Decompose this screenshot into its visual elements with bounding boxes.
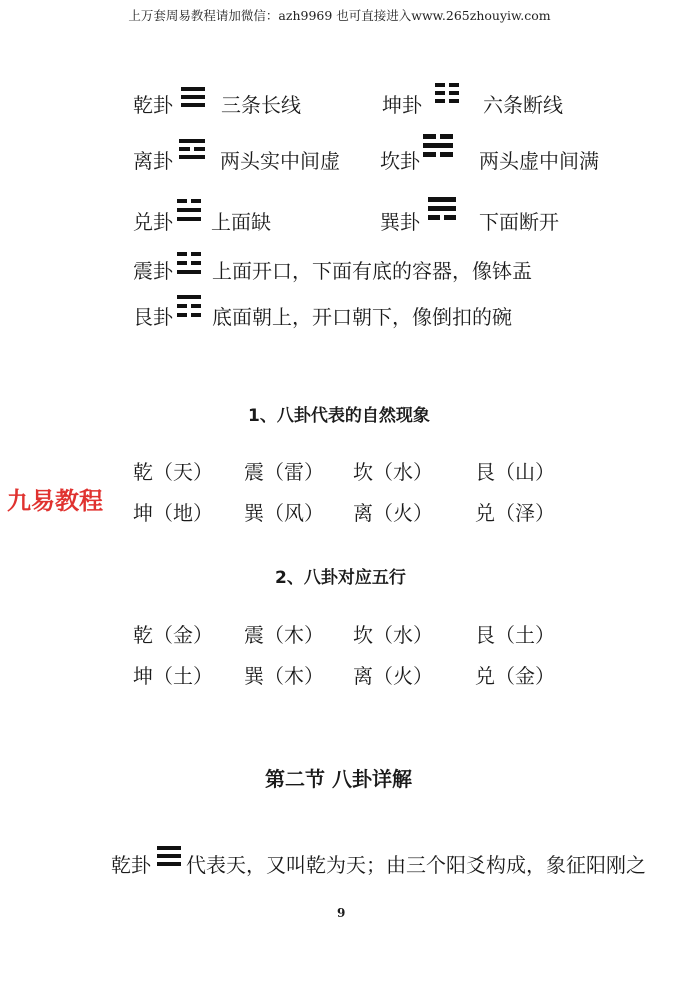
trigram-li-icon	[179, 138, 205, 160]
trigram-gen-icon	[177, 294, 201, 318]
trigram-desc-li: 两头实中间虚	[220, 149, 340, 173]
trigram-kun-icon	[435, 82, 459, 104]
section2-cell: 乾（金）	[133, 623, 213, 647]
trigram-name-xun: 巽卦	[380, 210, 420, 234]
trigram-name-qian: 乾卦	[133, 93, 173, 117]
section1-cell: 乾（天）	[133, 460, 213, 484]
trigram-desc-dui: 上面缺	[211, 210, 271, 234]
trigram-desc-gen: 底面朝上，开口朝下，像倒扣的碗	[212, 305, 512, 329]
trigram-name-zhen: 震卦	[133, 259, 173, 283]
section2-cell: 坤（土）	[133, 664, 213, 688]
section2-cell: 兑（金）	[475, 664, 555, 688]
paragraph-text: 代表天，又叫乾为天；由三个阳爻构成，象征阳刚之	[186, 853, 646, 877]
watermark-text: 九易教程	[7, 487, 103, 515]
trigram-desc-kun: 六条断线	[483, 93, 563, 117]
section2-cell: 艮（土）	[475, 623, 555, 647]
trigram-dui-icon	[177, 198, 201, 222]
section1-cell: 坎（水）	[353, 460, 433, 484]
page-number: 9	[337, 906, 346, 920]
trigram-qian-icon	[181, 86, 205, 108]
trigram-kan-icon	[423, 133, 453, 159]
trigram-name-kan: 坎卦	[380, 149, 420, 173]
trigram-name-kun: 坤卦	[382, 93, 422, 117]
section1-cell: 巽（风）	[244, 501, 324, 525]
trigram-desc-kan: 两头虚中间满	[479, 149, 599, 173]
section1-cell: 艮（山）	[475, 460, 555, 484]
paragraph-prefix: 乾卦	[111, 853, 151, 877]
section1-cell: 离（火）	[353, 501, 433, 525]
section1-cell: 兑（泽）	[475, 501, 555, 525]
trigram-desc-xun: 下面断开	[479, 210, 559, 234]
trigram-zhen-icon	[177, 251, 201, 275]
trigram-desc-qian: 三条长线	[221, 93, 301, 117]
section2-cell: 震（木）	[244, 623, 324, 647]
section2-title: 2、八卦对应五行	[275, 568, 406, 588]
page-header: 上万套周易教程请加微信：azh9969 也可直接进入www.265zhouyiw.com	[128, 8, 551, 23]
trigram-xun-icon	[428, 196, 456, 222]
trigram-desc-zhen: 上面开口，下面有底的容器，像钵盂	[212, 259, 532, 283]
chapter-title: 第二节 八卦详解	[265, 767, 412, 791]
section1-cell: 震（雷）	[244, 460, 324, 484]
section1-cell: 坤（地）	[133, 501, 213, 525]
section2-cell: 坎（水）	[353, 623, 433, 647]
trigram-name-li: 离卦	[133, 149, 173, 173]
section2-cell: 巽（木）	[244, 664, 324, 688]
section2-cell: 离（火）	[353, 664, 433, 688]
trigram-name-gen: 艮卦	[133, 305, 173, 329]
trigram-name-dui: 兑卦	[133, 210, 173, 234]
section1-title: 1、八卦代表的自然现象	[248, 406, 430, 426]
trigram-qian-icon	[157, 845, 181, 867]
